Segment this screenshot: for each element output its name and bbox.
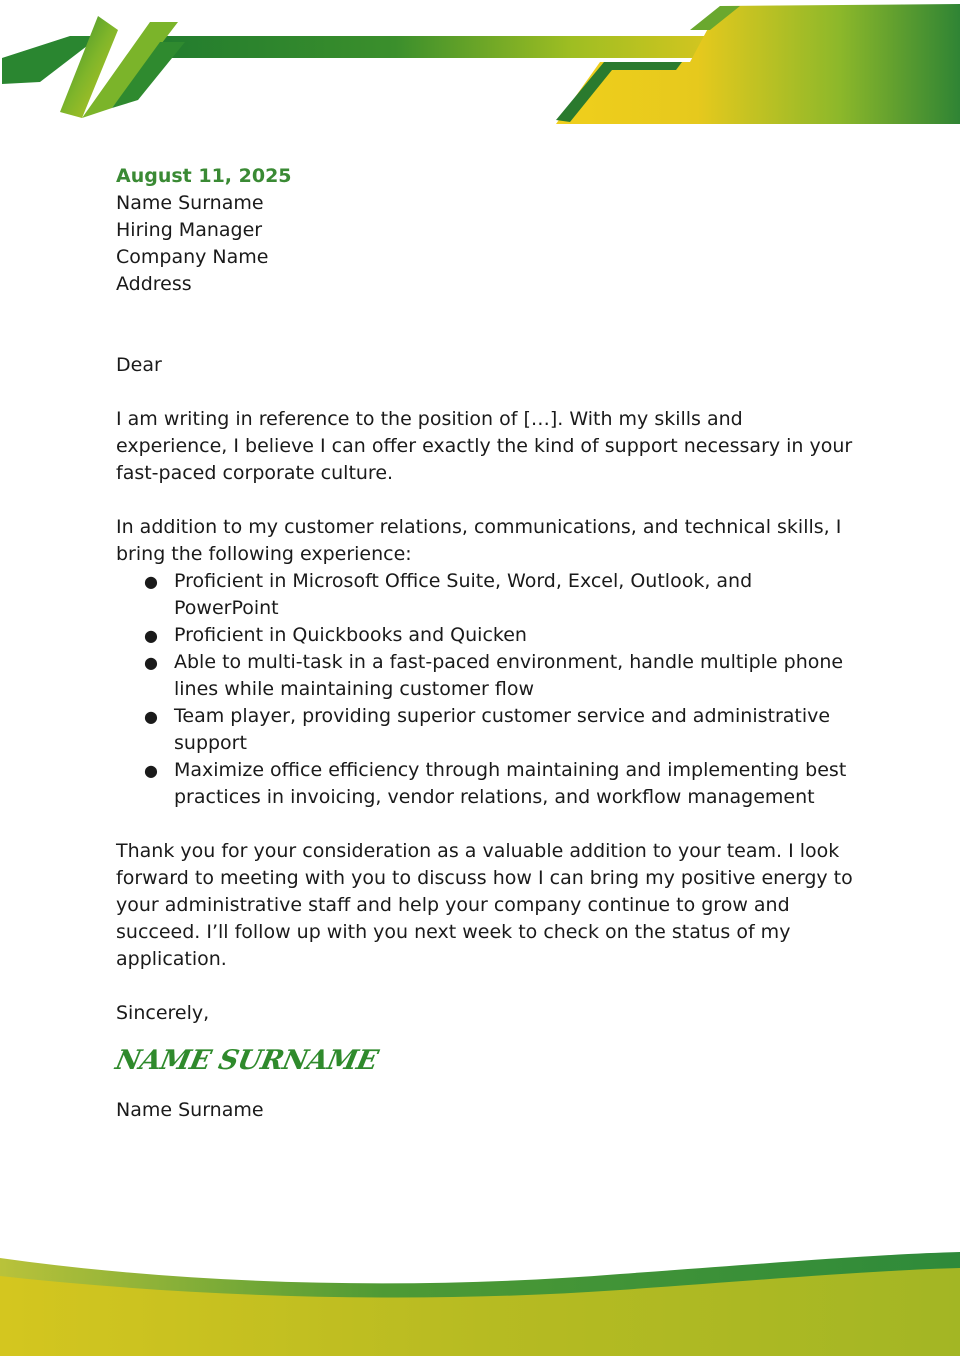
recipient-company: Company Name — [116, 246, 269, 268]
letter-date: August 11, 2025 — [116, 165, 292, 187]
bullet-icon: ● — [144, 653, 158, 672]
experience-list — [116, 568, 856, 811]
bullet-icon: ● — [144, 626, 158, 645]
cover-letter — [112, 163, 856, 1124]
footer-wave-decoration — [0, 1246, 960, 1356]
closing-paragraph: Thank you for your consideration as a valuable addition to your team. I look forward to meeting with you to discuss how I can bring my positive energy to your administrative staff and help your company continue to grow and succeed. I’ll follow up with you next week to check on the status of my application. — [116, 840, 853, 970]
list-item — [116, 568, 856, 622]
list-item — [116, 757, 856, 811]
header-decoration — [0, 0, 960, 130]
recipient-address: Address — [116, 273, 192, 295]
bullet-icon: ● — [144, 761, 158, 780]
sign-off: Sincerely, — [116, 1002, 210, 1024]
recipient-title: Hiring Manager — [116, 219, 263, 241]
experience-intro: In addition to my customer relations, communications, and technical skills, I bring the following experience: — [116, 516, 842, 565]
recipient-block — [116, 190, 856, 298]
list-item-text: Proficient in Quickbooks and Quicken — [174, 624, 527, 646]
list-item-text: Team player, providing superior customer service and administrative support — [174, 705, 831, 754]
intro-paragraph: I am writing in reference to the position of […]. With my skills and experience, I believe I can offer exactly the kind of support necessary in your fast-paced corporate culture. — [116, 408, 853, 484]
recipient-name: Name Surname — [116, 192, 264, 214]
list-item — [116, 703, 856, 757]
list-item-text: Maximize office efficiency through maintaining and implementing best practices in invoicing, vendor relations, and workflow management — [174, 759, 847, 808]
list-item-text: Able to multi-task in a fast-paced environment, handle multiple phone lines while maintaining customer flow — [174, 651, 844, 700]
list-item — [116, 622, 856, 649]
bullet-icon: ● — [144, 572, 158, 591]
list-item-text: Proficient in Microsoft Office Suite, Word, Excel, Outlook, and PowerPoint — [174, 570, 753, 619]
salutation: Dear — [116, 354, 162, 376]
handwritten-signature: NAME SURNAME — [112, 1045, 381, 1076]
signer-name: Name Surname — [116, 1099, 264, 1121]
bullet-icon: ● — [144, 707, 158, 726]
list-item — [116, 649, 856, 703]
